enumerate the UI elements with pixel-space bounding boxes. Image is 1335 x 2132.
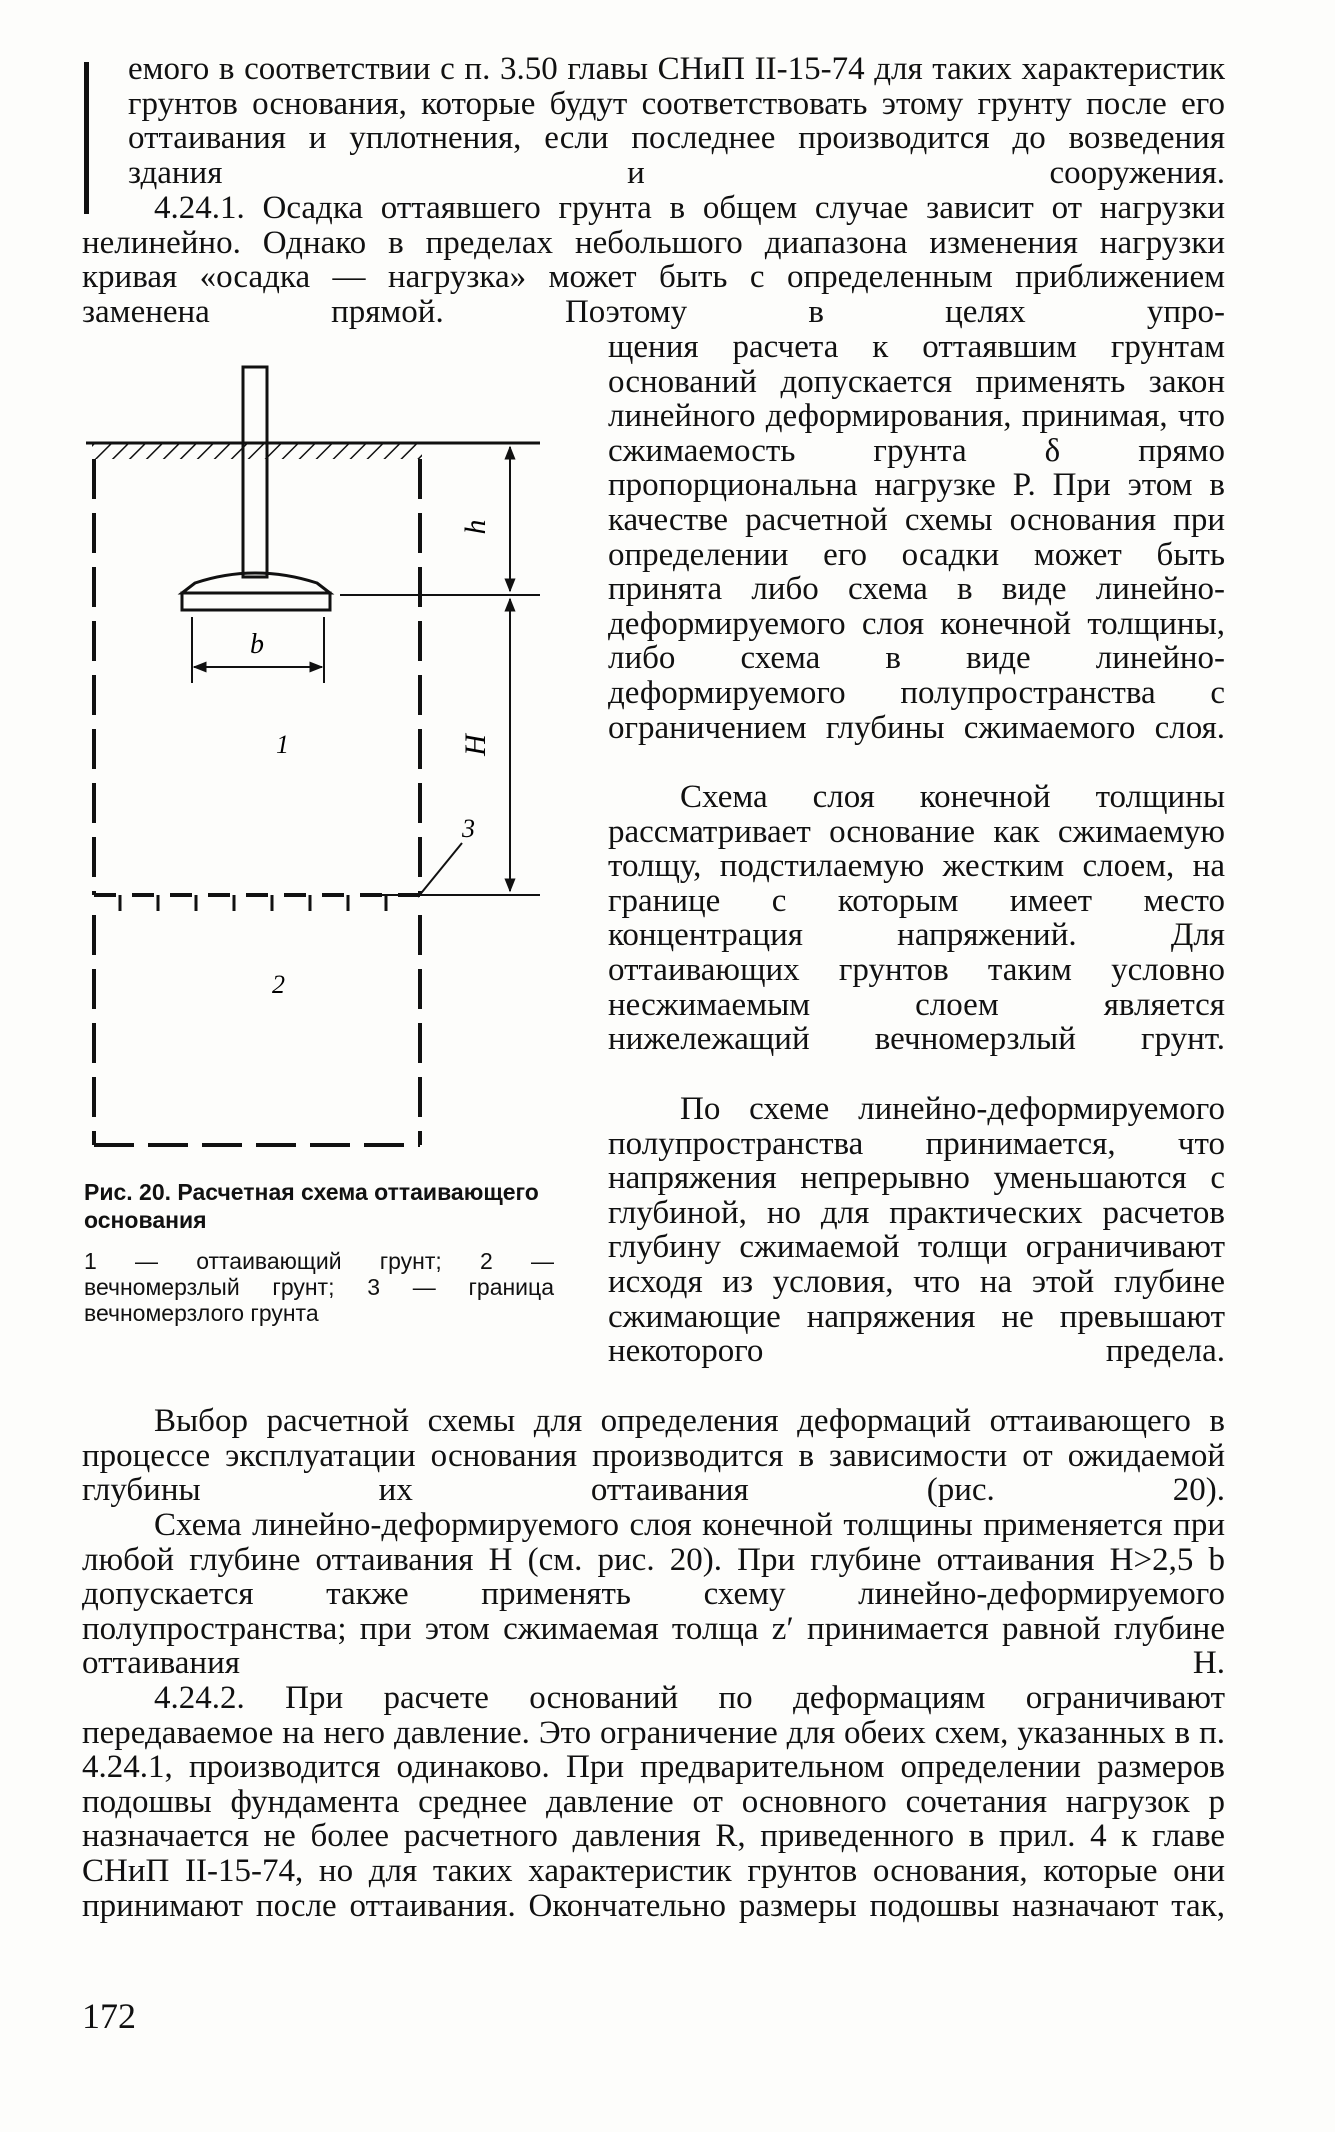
paragraph-continuation: емого в соответствии с п. 3.50 главы СНиП II-15-74 для таких характеристик грунтов основания, которые будут соответствовать этому грунту после его оттаивания и уплотнения, если последнее производится до возведения здания и сооружения. bbox=[128, 51, 1225, 191]
paragraph-linear-deformation: щения расчета к оттаявшим грунтам оснований допускается применять закон линейного деформирования, принимая, что сжимаемость грунта δ прямо пропорциональна нагрузке P. При этом в качестве расчетной схемы основания при определении его осадки может быть принята либо схема в виде линейно-деформируемого слоя конечной толщины, либо схема в виде линейно-деформируемого полупространства с ограничением глубины сжимаемого слоя. bbox=[608, 329, 1225, 746]
foundation-column bbox=[243, 367, 267, 577]
paragraph-half-space-scheme: По схеме линейно-деформируемого полупространства принимается, что напряжения непрерывно уменьшаются с глубиной, но для практических расчетов глубину сжимаемой толщи ограничивают исходя из условия, что на этой глубине сжимающие напряжения не превышают некоторого предела. bbox=[608, 1091, 1225, 1370]
ground-surface-hatching bbox=[92, 443, 422, 459]
paragraph-4-24-1: 4.24.1. Осадка оттаявшего грунта в общем случае зависит от нагрузки нелинейно. Однако в пределах небольшого диапазона изменения нагрузки кривая «осадка — нагрузка» может быть с определенным приближением заменена прямой. Поэтому в целях упро- bbox=[82, 190, 1225, 330]
paragraph-scheme-application: Схема линейно-деформируемого слоя конечной толщины применяется при любой глубине оттаивания H (см. рис. 20). При глубине оттаивания H>2,5 b допускается также применять схему линейно-деформируемого полупространства; при этом сжимаемая толща z′ принимается равной глубине оттаивания H. bbox=[82, 1507, 1225, 1682]
foundation-footing bbox=[182, 593, 330, 610]
label-boundary-3: 3 bbox=[462, 814, 475, 843]
paragraph-finite-layer-scheme: Схема слоя конечной толщины рассматривает основание как сжимаемую толщу, подстилаемую жестким слоем, на границе с которым имеет место концентрация напряжений. Для оттаивающих грунтов таким условно несжимаемым слоем является нижележащий вечномерзлый грунт. bbox=[608, 779, 1225, 1058]
figure-20-thawing-foundation-diagram bbox=[80, 355, 550, 1155]
permafrost-boundary-ticks bbox=[120, 895, 386, 911]
paragraph-4-24-2: 4.24.2. При расчете оснований по деформациям ограничивают передаваемое на него давление. Это ограничение для обеих схем, указанных в п. 4.24.1, производится одинаково. При предварительном определении размеров подошвы фундамента среднее давление от основного сочетания нагрузок p назначается не более расчетного давления R, приведенного в прил. 4 к главе СНиП II-15-74, но для таких характеристик грунтов основания, которые они принимают после оттаивания. Окончательно размеры подошвы назначают так, bbox=[82, 1680, 1225, 1924]
figure-caption-title: Рис. 20. Расчетная схема оттаивающего основания bbox=[84, 1179, 539, 1233]
paragraph-scheme-choice: Выбор расчетной схемы для определения деформаций оттаивающего в процессе эксплуатации основания производится в зависимости от ожидаемой глубины их оттаивания (рис. 20). bbox=[82, 1403, 1225, 1509]
page-number: 172 bbox=[82, 1996, 136, 2036]
label-h: h bbox=[459, 519, 492, 535]
figure-caption-legend: 1 — оттаивающий грунт; 2 — вечномерзлый грунт; 3 — граница вечномерзлого грунта bbox=[84, 1248, 554, 1326]
leader-line-3 bbox=[418, 843, 462, 897]
label-zone-2: 2 bbox=[272, 970, 285, 999]
label-H: H bbox=[459, 734, 492, 756]
label-b: b bbox=[250, 629, 264, 660]
label-zone-1: 1 bbox=[276, 730, 289, 759]
